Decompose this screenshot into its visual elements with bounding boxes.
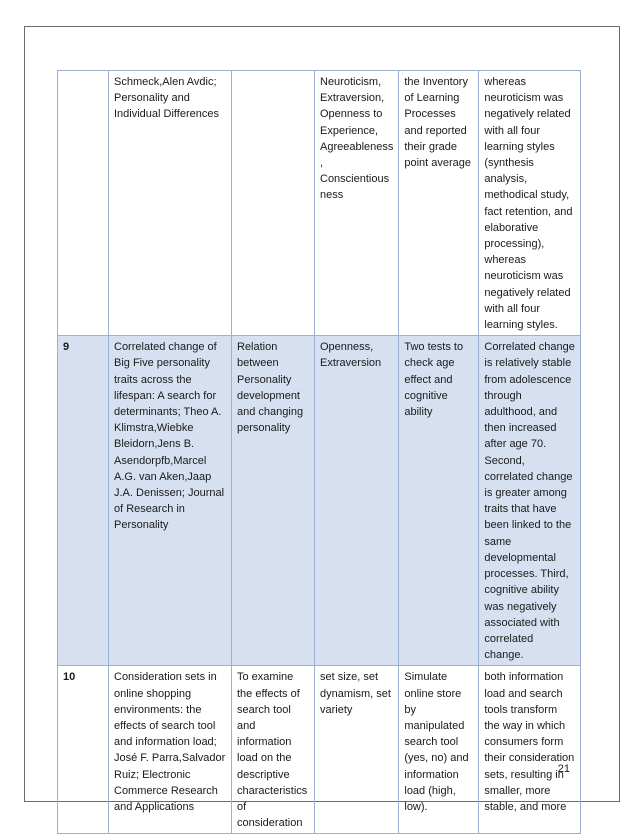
method-cell: Two tests to check age effect and cognitive ability xyxy=(399,336,479,666)
method-cell: Simulate online store by manipulated search tool (yes, no) and information load (high, low). xyxy=(399,666,479,834)
row-number xyxy=(58,71,109,336)
study-cell: Consideration sets in online shopping environments: the effects of search tool and information load; José F. Parra,Salvador Ruiz; Electronic Commerce Research and Applications xyxy=(109,666,232,834)
study-cell: Correlated change of Big Five personality traits across the lifespan: A search for determinants; Theo A. Klimstra,Wiebke Bleidorn,Jens B. Asendorpfb,Marcel A.G. van Aken,Jaap J.A. Denissen; Journal of Research in Personality xyxy=(109,336,232,666)
row-number: 10 xyxy=(58,666,109,834)
row-number: 9 xyxy=(58,336,109,666)
aim-cell: Relation between Personality development and changing personality xyxy=(232,336,315,666)
findings-cell: both information load and search tools transform the way in which consumers form their consideration sets, resulting in smaller, more stable, and more xyxy=(479,666,581,834)
findings-cell: whereas neuroticism was negatively related with all four learning styles (synthesis analysis, methodical study, fact retention, and elaborative processing), whereas neuroticism was negatively related with all four learning styles. xyxy=(479,71,581,336)
aim-cell: To examine the effects of search tool and information load on the descriptive characteristics of consideration xyxy=(232,666,315,834)
aim-cell xyxy=(232,71,315,336)
literature-review-table xyxy=(57,70,581,834)
variables-cell: Neuroticism, Extraversion, Openness to Experience, Agreeableness , Conscientious ness xyxy=(315,71,399,336)
table-row xyxy=(58,71,581,336)
findings-cell: Correlated change is relatively stable from adolescence through adulthood, and then increased after age 70. Second, correlated change is greater among traits that have been linked to the same developmental processes. Third, cognitive ability was negatively associated with correlated change. xyxy=(479,336,581,666)
table-row xyxy=(58,336,581,666)
page-number: 21 xyxy=(557,763,570,775)
variables-cell: set size, set dynamism, set variety xyxy=(315,666,399,834)
table-row xyxy=(58,666,581,834)
study-cell: Schmeck,Alen Avdic; Personality and Individual Differences xyxy=(109,71,232,336)
method-cell: the Inventory of Learning Processes and reported their grade point average xyxy=(399,71,479,336)
variables-cell: Openness, Extraversion xyxy=(315,336,399,666)
